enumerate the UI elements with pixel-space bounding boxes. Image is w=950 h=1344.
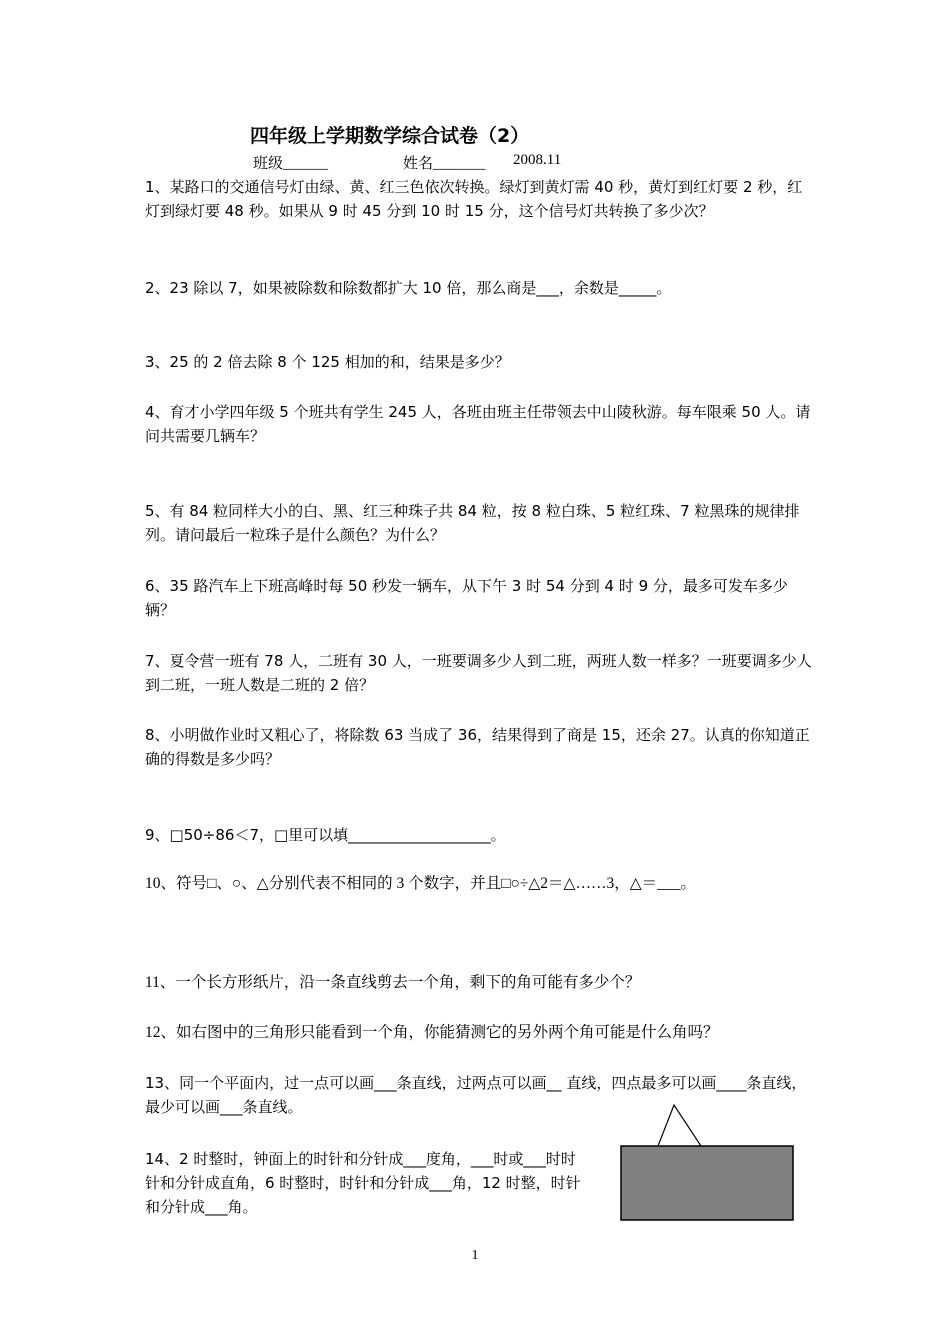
question-1: 1、某路口的交通信号灯由绿、黄、红三色依次转换。绿灯到黄灯需 40 秒，黄灯到红灯要 2 秒，红灯到绿灯要 48 秒。如果从 9 时 45 分到 10 时 15 分，这个信号灯共转换了多少次？ — [145, 178, 803, 220]
question-10: 10、符号□、○、△分别代表不相同的 3 个数字，并且□○÷△2＝△……3，△＝___。 — [145, 875, 696, 892]
covering-rectangle — [621, 1146, 793, 1220]
triangle-visible-angle — [658, 1105, 701, 1146]
exam-title: 四年级上学期数学综合试卷（2） — [250, 125, 530, 147]
question-8: 8、小明做作业时又粗心了，将除数 63 当成了 36，结果得到了商是 15，还余 27。认真的你知道正确的得数是多少吗？ — [145, 726, 810, 768]
question-6: 6、35 路汽车上下班高峰时每 50 秒发一辆车，从下午 3 时 54 分到 4 时 9 分，最多可发车多少辆？ — [145, 577, 788, 619]
question-4: 4、育才小学四年级 5 个班共有学生 245 人，各班由班主任带领去中山陵秋游。每车限乘 50 人。请问共需要几辆车？ — [145, 403, 811, 445]
question-11: 11、一个长方形纸片，沿一条直线剪去一个角，剩下的角可能有多少个？ — [145, 974, 641, 991]
question-14: 14、2 时整时，钟面上的时针和分针成___度角，___时或___时时针和分针成直角，6 时整时，时针和分针成___角，12 时整，时针和分针成___角。 — [145, 1150, 581, 1216]
question-5: 5、有 84 粒同样大小的白、黑、红三种珠子共 84 粒，按 8 粒白珠、5 粒红珠、7 粒黑珠的规律排列。请问最后一粒珠子是什么颜色？为什么？ — [145, 502, 800, 544]
question-2: 2、23 除以 7，如果被除数和除数都扩大 10 倍，那么商是___，余数是_____。 — [145, 279, 672, 297]
partially-hidden-triangle-figure — [620, 1100, 800, 1225]
question-13: 13、同一个平面内，过一点可以画___条直线，过两点可以画__ 直线，四点最多可以画____条直线，最少可以画___条直线。 — [145, 1074, 807, 1116]
exam-date: 2008.11 — [513, 152, 562, 168]
question-3: 3、25 的 2 倍去除 8 个 125 相加的和，结果是多少？ — [145, 353, 510, 371]
page-number: 1 — [471, 1248, 479, 1263]
question-9: 9、□50÷86＜7，□里可以填___________________。 — [145, 826, 506, 844]
class-field-label: 班级______ — [253, 156, 329, 172]
name-field-label: 姓名_______ — [403, 156, 486, 172]
question-7: 7、夏令营一班有 78 人，二班有 30 人，一班要调多少人到二班，两班人数一样多？一班要调多少人到二班，一班人数是二班的 2 倍？ — [145, 652, 812, 694]
question-12: 12、如右图中的三角形只能看到一个角，你能猜测它的另外两个角可能是什么角吗？ — [145, 1024, 719, 1041]
